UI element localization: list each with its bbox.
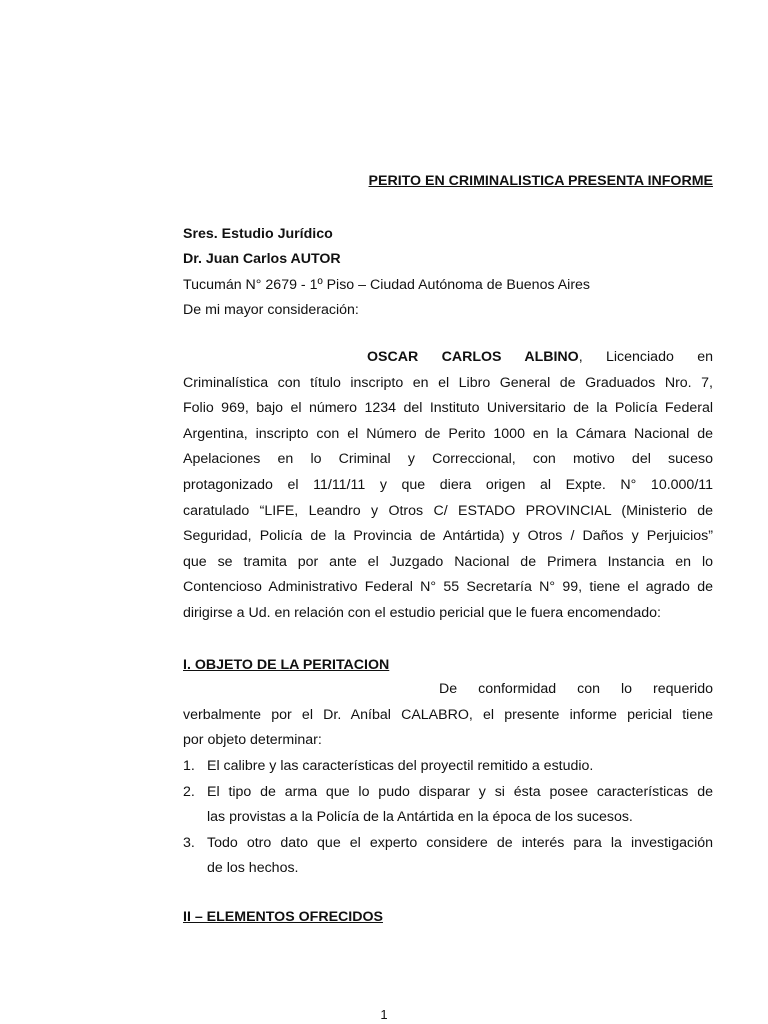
- intro-line: que se tramita por ante el Juzgado Nacional de Primera Instancia en lo: [183, 553, 713, 570]
- list-item-number: 3.: [183, 834, 195, 851]
- intro-line: caratulado “LIFE, Leandro y Otros C/ ESTADO PROVINCIAL (Ministerio de: [183, 502, 713, 519]
- intro-line: Seguridad, Policía de la Provincia de Antártida) y Otros / Daños y Perjuicios”: [183, 528, 713, 545]
- list-item-line: Todo otro dato que el experto considere de interés para la investigación: [207, 834, 713, 851]
- document-page: [183, 0, 713, 1024]
- expert-name: OSCAR CARLOS ALBINO: [367, 349, 579, 365]
- page-number: 1: [380, 1007, 388, 1022]
- list-item-line: El tipo de arma que lo pudo disparar y si ésta posee características de: [207, 783, 713, 800]
- section-1-line: por objeto determinar:: [183, 732, 322, 749]
- intro-line: Criminalística con título inscripto en el Libro General de Graduados Nro. 7,: [183, 374, 713, 391]
- list-item-line: las provistas a la Policía de la Antártida en la época de los sucesos.: [207, 809, 633, 826]
- recipient-block: [183, 222, 713, 323]
- recipient-name: Dr. Juan Carlos AUTOR: [183, 251, 341, 268]
- intro-line: , Licenciado en: [578, 349, 713, 365]
- list-item-line: de los hechos.: [207, 860, 299, 877]
- intro-line: Contencioso Administrativo Federal N° 55 Secretaría N° 99, tiene el agrado de: [183, 579, 713, 596]
- list-item-number: 2.: [183, 783, 195, 800]
- section-1-heading: I. OBJETO DE LA PERITACION: [183, 657, 390, 673]
- section-1-line: verbalmente por el Dr. Aníbal CALABRO, el presente informe pericial tiene: [183, 706, 713, 723]
- recipient-firm: Sres. Estudio Jurídico: [183, 226, 333, 242]
- greeting: De mi mayor consideración:: [183, 301, 359, 318]
- list-item-number: 1.: [183, 758, 195, 774]
- recipient-address: Tucumán N° 2679 - 1º Piso – Ciudad Autónoma de Buenos Aires: [183, 276, 591, 293]
- intro-line: dirigirse a Ud. en relación con el estudio pericial que le fuera encomendado:: [183, 604, 661, 621]
- intro-paragraph: [183, 345, 713, 627]
- list-item: [183, 831, 713, 882]
- list-item-line: El calibre y las características del proyectil remitido a estudio.: [207, 758, 594, 774]
- list-item: [183, 754, 713, 780]
- section-1-line: De conformidad con lo requerido: [439, 681, 713, 697]
- intro-first-line: [183, 345, 713, 371]
- document-title: PERITO EN CRIMINALISTICA PRESENTA INFORME: [368, 173, 713, 189]
- list-item: [183, 780, 713, 831]
- intro-line: Argentina, inscripto con el Número de Perito 1000 en la Cámara Nacional de: [183, 425, 713, 442]
- intro-line: Folio 969, bajo el número 1234 del Instituto Universitario de la Policía Federal: [183, 400, 713, 417]
- objectives-list: [183, 754, 713, 882]
- intro-line: protagonizado el 11/11/11 y que diera origen al Expte. N° 10.000/11: [183, 476, 713, 493]
- section-1-body: [183, 677, 713, 754]
- section-2-heading: II – ELEMENTOS OFRECIDOS: [183, 909, 383, 925]
- intro-line: Apelaciones en lo Criminal y Correccional, con motivo del suceso: [183, 451, 713, 468]
